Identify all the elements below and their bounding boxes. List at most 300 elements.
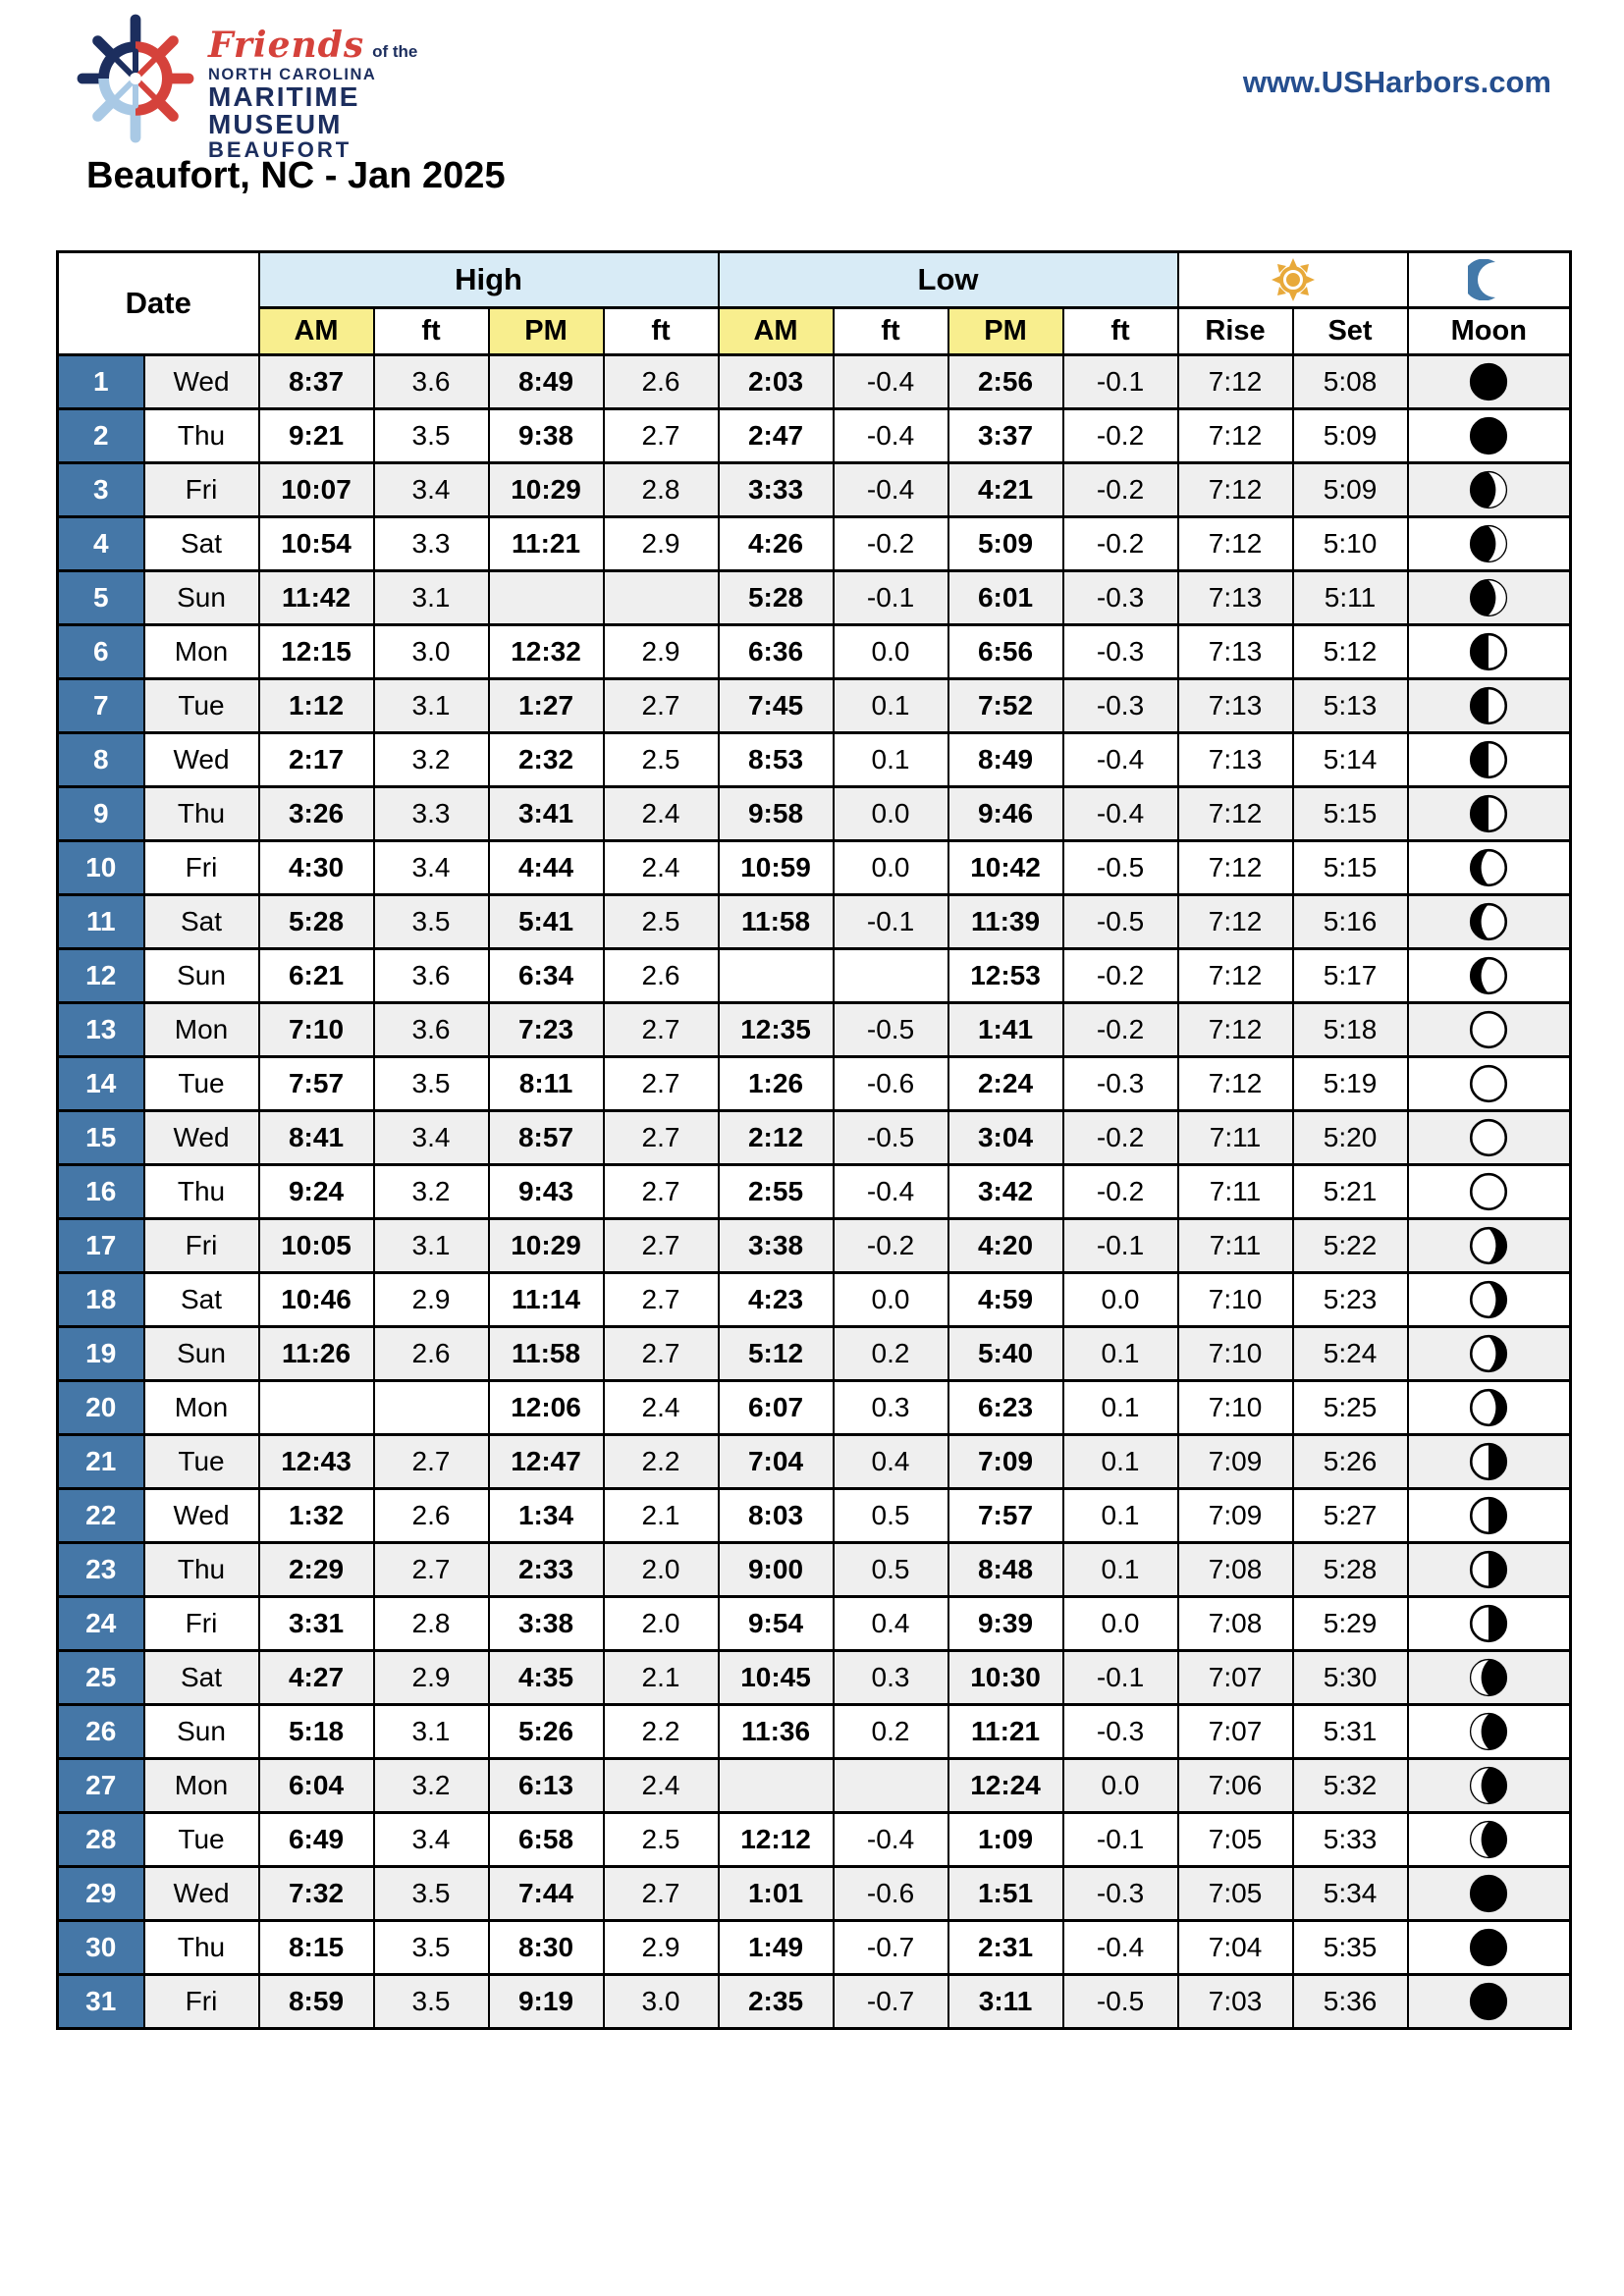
table-row-28	[58, 1813, 1571, 1867]
high-pm-ft-header: ft	[604, 308, 719, 355]
table-row-24	[58, 1597, 1571, 1651]
moon-phase-icon	[1466, 1115, 1511, 1160]
sunset-time-cell: 5:18	[1293, 1003, 1408, 1057]
high-pm-height-cell: 2.7	[604, 1165, 719, 1219]
table-row-25	[58, 1651, 1571, 1705]
weekday-cell: Thu	[144, 409, 259, 463]
sunset-time-cell: 5:09	[1293, 409, 1408, 463]
high-am-height-cell	[374, 1381, 489, 1435]
low-am-time-cell: 8:03	[719, 1489, 834, 1543]
high-am-time-cell: 6:49	[259, 1813, 374, 1867]
high-am-height-cell: 3.2	[374, 733, 489, 787]
moon-phase-icon	[1466, 1547, 1511, 1592]
sunset-time-cell: 5:25	[1293, 1381, 1408, 1435]
sunset-time-cell: 5:19	[1293, 1057, 1408, 1111]
date-number-cell: 26	[58, 1705, 144, 1759]
moon-phase-icon	[1466, 1817, 1511, 1862]
low-pm-time-cell: 12:53	[948, 949, 1063, 1003]
sunrise-time-cell: 7:12	[1178, 895, 1293, 949]
table-row-11	[58, 895, 1571, 949]
high-pm-time-cell: 5:41	[489, 895, 604, 949]
weekday-cell: Fri	[144, 841, 259, 895]
low-am-height-cell: -0.2	[834, 1219, 948, 1273]
table-row-23	[58, 1543, 1571, 1597]
high-am-header: AM	[259, 308, 374, 355]
table-row-2	[58, 409, 1571, 463]
table-row-13	[58, 1003, 1571, 1057]
moon-phase-icon	[1466, 1763, 1511, 1808]
sunset-time-cell: 5:36	[1293, 1975, 1408, 2029]
moon-phase-icon	[1466, 1709, 1511, 1754]
moon-phase-icon	[1466, 683, 1511, 728]
high-pm-height-cell: 2.5	[604, 733, 719, 787]
low-am-height-cell: 0.2	[834, 1327, 948, 1381]
sunset-time-cell: 5:15	[1293, 841, 1408, 895]
sunset-time-cell: 5:21	[1293, 1165, 1408, 1219]
table-row-15	[58, 1111, 1571, 1165]
date-number-cell: 24	[58, 1597, 144, 1651]
high-am-height-cell: 3.6	[374, 1003, 489, 1057]
sunset-time-cell: 5:31	[1293, 1705, 1408, 1759]
moon-phase-cell	[1408, 625, 1571, 679]
low-pm-height-cell: -0.3	[1063, 571, 1178, 625]
table-row-6	[58, 625, 1571, 679]
high-am-time-cell: 8:15	[259, 1921, 374, 1975]
moon-phase-cell	[1408, 1057, 1571, 1111]
high-pm-height-cell: 2.7	[604, 1057, 719, 1111]
low-am-time-cell: 3:38	[719, 1219, 834, 1273]
moon-phase-cell	[1408, 1975, 1571, 2029]
high-am-height-cell: 3.3	[374, 787, 489, 841]
weekday-cell: Tue	[144, 1435, 259, 1489]
moon-phase-icon	[1466, 1601, 1511, 1646]
low-am-time-cell: 4:26	[719, 517, 834, 571]
weekday-cell: Wed	[144, 1111, 259, 1165]
sunset-time-cell: 5:26	[1293, 1435, 1408, 1489]
logo-maritime-text: MARITIME	[208, 80, 360, 112]
sun-header-cell	[1178, 252, 1408, 308]
low-pm-header: PM	[948, 308, 1063, 355]
moon-phase-icon	[1466, 1493, 1511, 1538]
high-am-time-cell: 11:26	[259, 1327, 374, 1381]
sunset-time-cell: 5:16	[1293, 895, 1408, 949]
high-tide-group-header: High	[259, 252, 719, 308]
low-pm-height-cell: -0.2	[1063, 1003, 1178, 1057]
date-number-cell: 30	[58, 1921, 144, 1975]
moon-phase-cell	[1408, 1543, 1571, 1597]
low-pm-time-cell: 2:31	[948, 1921, 1063, 1975]
low-pm-height-cell: -0.5	[1063, 841, 1178, 895]
sunrise-time-cell: 7:13	[1178, 733, 1293, 787]
moon-phase-cell	[1408, 1813, 1571, 1867]
low-am-height-cell: -0.4	[834, 409, 948, 463]
usharbors-link[interactable]: www.USHarbors.com	[1242, 65, 1551, 99]
sunrise-time-cell: 7:12	[1178, 1003, 1293, 1057]
low-am-time-cell: 6:36	[719, 625, 834, 679]
moon-phase-icon	[1466, 1169, 1511, 1214]
date-number-cell: 23	[58, 1543, 144, 1597]
low-am-time-cell: 9:54	[719, 1597, 834, 1651]
low-am-time-cell: 3:33	[719, 463, 834, 517]
sunrise-time-cell: 7:09	[1178, 1435, 1293, 1489]
moon-phase-cell	[1408, 841, 1571, 895]
sunrise-time-cell: 7:10	[1178, 1381, 1293, 1435]
moon-phase-icon	[1466, 737, 1511, 782]
low-am-time-cell: 2:35	[719, 1975, 834, 2029]
table-row-30	[58, 1921, 1571, 1975]
moon-phase-cell	[1408, 949, 1571, 1003]
low-am-time-cell	[719, 1759, 834, 1813]
sunrise-time-cell: 7:05	[1178, 1867, 1293, 1921]
sunrise-time-cell: 7:12	[1178, 841, 1293, 895]
weekday-cell: Sat	[144, 1651, 259, 1705]
high-am-time-cell: 4:27	[259, 1651, 374, 1705]
sunrise-time-cell: 7:12	[1178, 355, 1293, 409]
sunset-time-cell: 5:27	[1293, 1489, 1408, 1543]
high-am-time-cell: 9:21	[259, 409, 374, 463]
low-pm-time-cell: 7:09	[948, 1435, 1063, 1489]
low-pm-height-cell: -0.2	[1063, 949, 1178, 1003]
low-am-height-cell: -0.6	[834, 1057, 948, 1111]
moon-phase-icon	[1466, 1979, 1511, 2024]
low-am-height-cell: 0.1	[834, 679, 948, 733]
weekday-cell: Sat	[144, 517, 259, 571]
moon-phase-cell	[1408, 733, 1571, 787]
low-pm-height-cell: -0.1	[1063, 1219, 1178, 1273]
low-pm-time-cell: 4:20	[948, 1219, 1063, 1273]
high-pm-time-cell: 9:43	[489, 1165, 604, 1219]
low-pm-height-cell: -0.1	[1063, 355, 1178, 409]
low-am-time-cell: 2:47	[719, 409, 834, 463]
high-am-time-cell: 9:24	[259, 1165, 374, 1219]
weekday-cell: Sun	[144, 1327, 259, 1381]
date-number-cell: 19	[58, 1327, 144, 1381]
low-pm-height-cell: -0.3	[1063, 1057, 1178, 1111]
low-am-height-cell: 0.5	[834, 1543, 948, 1597]
high-pm-time-cell: 9:38	[489, 409, 604, 463]
low-pm-time-cell: 1:09	[948, 1813, 1063, 1867]
high-pm-height-cell: 2.7	[604, 1003, 719, 1057]
high-am-height-cell: 3.1	[374, 1705, 489, 1759]
high-am-time-cell: 7:32	[259, 1867, 374, 1921]
moon-phase-cell	[1408, 895, 1571, 949]
date-number-cell: 6	[58, 625, 144, 679]
low-am-height-cell: -0.2	[834, 517, 948, 571]
low-am-time-cell: 7:04	[719, 1435, 834, 1489]
ship-wheel-icon	[77, 14, 194, 143]
high-am-time-cell: 1:12	[259, 679, 374, 733]
high-pm-height-cell: 2.8	[604, 463, 719, 517]
low-pm-height-cell: -0.4	[1063, 1921, 1178, 1975]
high-pm-time-cell: 8:57	[489, 1111, 604, 1165]
low-pm-height-cell: -0.3	[1063, 679, 1178, 733]
low-pm-time-cell: 2:56	[948, 355, 1063, 409]
low-pm-height-cell: -0.1	[1063, 1813, 1178, 1867]
high-pm-time-cell: 6:13	[489, 1759, 604, 1813]
page-title: Beaufort, NC - Jan 2025	[86, 155, 506, 196]
logo-friends-text: Friends	[208, 25, 365, 66]
high-am-height-cell: 3.5	[374, 1975, 489, 2029]
high-pm-time-cell: 1:27	[489, 679, 604, 733]
low-am-height-cell: 0.4	[834, 1435, 948, 1489]
high-pm-time-cell: 12:32	[489, 625, 604, 679]
sunrise-time-cell: 7:13	[1178, 625, 1293, 679]
low-pm-height-cell: -0.2	[1063, 1165, 1178, 1219]
sunset-time-cell: 5:11	[1293, 571, 1408, 625]
moon-phase-icon	[1466, 791, 1511, 836]
high-am-time-cell: 8:59	[259, 1975, 374, 2029]
date-number-cell: 20	[58, 1381, 144, 1435]
weekday-cell: Thu	[144, 1543, 259, 1597]
weekday-cell: Wed	[144, 1867, 259, 1921]
sunset-header: Set	[1293, 308, 1408, 355]
high-am-height-cell: 3.5	[374, 895, 489, 949]
low-pm-time-cell: 9:46	[948, 787, 1063, 841]
sunrise-header: Rise	[1178, 308, 1293, 355]
high-pm-height-cell: 2.5	[604, 895, 719, 949]
sunset-time-cell: 5:13	[1293, 679, 1408, 733]
moon-phase-icon	[1466, 1439, 1511, 1484]
high-am-time-cell: 2:17	[259, 733, 374, 787]
low-am-height-cell	[834, 949, 948, 1003]
high-pm-time-cell: 4:35	[489, 1651, 604, 1705]
sunrise-time-cell: 7:12	[1178, 949, 1293, 1003]
low-pm-time-cell: 7:57	[948, 1489, 1063, 1543]
low-pm-height-cell: 0.0	[1063, 1597, 1178, 1651]
high-am-height-cell: 2.6	[374, 1489, 489, 1543]
high-pm-time-cell: 3:41	[489, 787, 604, 841]
table-row-14	[58, 1057, 1571, 1111]
high-am-height-cell: 2.7	[374, 1543, 489, 1597]
low-pm-ft-header: ft	[1063, 308, 1178, 355]
weekday-cell: Tue	[144, 1813, 259, 1867]
low-pm-time-cell: 4:21	[948, 463, 1063, 517]
high-pm-time-cell: 1:34	[489, 1489, 604, 1543]
weekday-cell: Thu	[144, 1165, 259, 1219]
sunrise-time-cell: 7:05	[1178, 1813, 1293, 1867]
low-am-time-cell: 7:45	[719, 679, 834, 733]
low-tide-group-header: Low	[719, 252, 1178, 308]
high-pm-height-cell: 3.0	[604, 1975, 719, 2029]
table-row-19	[58, 1327, 1571, 1381]
low-am-time-cell: 4:23	[719, 1273, 834, 1327]
moon-phase-cell	[1408, 679, 1571, 733]
table-row-17	[58, 1219, 1571, 1273]
high-am-height-cell: 3.3	[374, 517, 489, 571]
high-pm-time-cell: 11:58	[489, 1327, 604, 1381]
low-am-height-cell: -0.7	[834, 1921, 948, 1975]
date-number-cell: 1	[58, 355, 144, 409]
table-row-18	[58, 1273, 1571, 1327]
sunset-time-cell: 5:24	[1293, 1327, 1408, 1381]
low-am-height-cell: -0.4	[834, 1813, 948, 1867]
table-row-20	[58, 1381, 1571, 1435]
moon-phase-cell	[1408, 517, 1571, 571]
low-am-time-cell: 1:26	[719, 1057, 834, 1111]
tide-table	[56, 250, 1572, 2030]
sunset-time-cell: 5:30	[1293, 1651, 1408, 1705]
high-pm-height-cell: 2.7	[604, 1327, 719, 1381]
high-pm-height-cell: 2.2	[604, 1435, 719, 1489]
low-am-time-cell: 2:55	[719, 1165, 834, 1219]
high-pm-time-cell: 8:30	[489, 1921, 604, 1975]
date-number-cell: 14	[58, 1057, 144, 1111]
moon-phase-icon	[1466, 953, 1511, 998]
moon-phase-cell	[1408, 1219, 1571, 1273]
sunset-time-cell: 5:28	[1293, 1543, 1408, 1597]
low-am-height-cell: -0.4	[834, 463, 948, 517]
date-number-cell: 31	[58, 1975, 144, 2029]
moon-phase-icon	[1466, 1007, 1511, 1052]
high-am-time-cell: 12:43	[259, 1435, 374, 1489]
high-am-time-cell: 5:28	[259, 895, 374, 949]
high-am-height-cell: 3.6	[374, 949, 489, 1003]
low-pm-time-cell: 4:59	[948, 1273, 1063, 1327]
low-pm-time-cell: 12:24	[948, 1759, 1063, 1813]
low-pm-height-cell: 0.1	[1063, 1543, 1178, 1597]
weekday-cell: Thu	[144, 787, 259, 841]
high-am-time-cell: 2:29	[259, 1543, 374, 1597]
table-row-22	[58, 1489, 1571, 1543]
moon-phase-cell	[1408, 1327, 1571, 1381]
high-pm-time-cell: 7:23	[489, 1003, 604, 1057]
table-row-1	[58, 355, 1571, 409]
weekday-cell: Fri	[144, 1219, 259, 1273]
moon-phase-icon	[1466, 1061, 1511, 1106]
logo-museum-text: MUSEUM	[208, 109, 343, 140]
low-pm-height-cell: 0.0	[1063, 1273, 1178, 1327]
moon-phase-icon	[1466, 1331, 1511, 1376]
low-pm-time-cell: 9:39	[948, 1597, 1063, 1651]
moon-phase-icon	[1466, 575, 1511, 620]
high-pm-height-cell: 2.0	[604, 1597, 719, 1651]
sunrise-time-cell: 7:04	[1178, 1921, 1293, 1975]
high-am-height-cell: 2.8	[374, 1597, 489, 1651]
high-pm-height-cell: 2.7	[604, 409, 719, 463]
date-number-cell: 8	[58, 733, 144, 787]
date-number-cell: 15	[58, 1111, 144, 1165]
high-pm-time-cell: 10:29	[489, 1219, 604, 1273]
high-am-height-cell: 3.4	[374, 1813, 489, 1867]
high-pm-height-cell: 2.7	[604, 1219, 719, 1273]
moon-phase-cell	[1408, 409, 1571, 463]
high-am-time-cell: 4:30	[259, 841, 374, 895]
table-row-31	[58, 1975, 1571, 2029]
table-row-26	[58, 1705, 1571, 1759]
high-pm-time-cell: 8:49	[489, 355, 604, 409]
high-pm-time-cell: 11:14	[489, 1273, 604, 1327]
weekday-cell: Thu	[144, 1921, 259, 1975]
high-pm-height-cell: 2.6	[604, 355, 719, 409]
table-row-12	[58, 949, 1571, 1003]
high-am-time-cell: 7:57	[259, 1057, 374, 1111]
high-am-height-cell: 3.5	[374, 1921, 489, 1975]
low-pm-height-cell: -0.2	[1063, 1111, 1178, 1165]
high-pm-height-cell: 2.5	[604, 1813, 719, 1867]
high-am-height-cell: 3.4	[374, 1111, 489, 1165]
high-pm-header: PM	[489, 308, 604, 355]
high-am-time-cell	[259, 1381, 374, 1435]
low-am-height-cell: 0.3	[834, 1651, 948, 1705]
date-number-cell: 18	[58, 1273, 144, 1327]
high-pm-height-cell: 2.9	[604, 625, 719, 679]
high-am-height-cell: 3.1	[374, 571, 489, 625]
sunrise-time-cell: 7:12	[1178, 787, 1293, 841]
moon-phase-cell	[1408, 1651, 1571, 1705]
table-row-4	[58, 517, 1571, 571]
table-row-21	[58, 1435, 1571, 1489]
weekday-cell: Mon	[144, 625, 259, 679]
high-pm-height-cell: 2.9	[604, 1921, 719, 1975]
high-pm-height-cell: 2.4	[604, 841, 719, 895]
high-pm-height-cell: 2.9	[604, 517, 719, 571]
sunset-time-cell: 5:29	[1293, 1597, 1408, 1651]
low-am-time-cell	[719, 949, 834, 1003]
high-am-time-cell: 10:54	[259, 517, 374, 571]
high-am-height-cell: 3.0	[374, 625, 489, 679]
sunrise-time-cell: 7:07	[1178, 1651, 1293, 1705]
sunrise-time-cell: 7:11	[1178, 1219, 1293, 1273]
date-number-cell: 28	[58, 1813, 144, 1867]
low-pm-time-cell: 10:42	[948, 841, 1063, 895]
moon-phase-cell	[1408, 1867, 1571, 1921]
high-pm-time-cell: 12:47	[489, 1435, 604, 1489]
date-number-cell: 7	[58, 679, 144, 733]
low-pm-height-cell: -0.4	[1063, 733, 1178, 787]
sunrise-time-cell: 7:10	[1178, 1327, 1293, 1381]
sunrise-time-cell: 7:11	[1178, 1111, 1293, 1165]
table-row-7	[58, 679, 1571, 733]
maritime-museum-logo	[77, 14, 417, 161]
date-number-cell: 11	[58, 895, 144, 949]
date-number-cell: 4	[58, 517, 144, 571]
low-pm-time-cell: 1:41	[948, 1003, 1063, 1057]
sunset-time-cell: 5:33	[1293, 1813, 1408, 1867]
moon-phase-cell	[1408, 1489, 1571, 1543]
low-pm-time-cell: 3:42	[948, 1165, 1063, 1219]
low-am-height-cell: 0.0	[834, 625, 948, 679]
moon-phase-cell	[1408, 1435, 1571, 1489]
low-am-time-cell: 9:00	[719, 1543, 834, 1597]
high-am-height-cell: 3.1	[374, 1219, 489, 1273]
high-pm-height-cell: 2.2	[604, 1705, 719, 1759]
low-pm-time-cell: 8:48	[948, 1543, 1063, 1597]
date-number-cell: 10	[58, 841, 144, 895]
high-pm-height-cell: 2.7	[604, 1867, 719, 1921]
low-am-ft-header: ft	[834, 308, 948, 355]
high-pm-time-cell: 4:44	[489, 841, 604, 895]
high-am-height-cell: 3.5	[374, 409, 489, 463]
high-pm-height-cell: 2.0	[604, 1543, 719, 1597]
sunset-time-cell: 5:08	[1293, 355, 1408, 409]
sunset-time-cell: 5:35	[1293, 1921, 1408, 1975]
high-pm-time-cell: 10:29	[489, 463, 604, 517]
high-pm-time-cell: 11:21	[489, 517, 604, 571]
low-am-time-cell: 6:07	[719, 1381, 834, 1435]
low-am-time-cell: 10:59	[719, 841, 834, 895]
moon-phase-cell	[1408, 1381, 1571, 1435]
low-am-height-cell: 0.4	[834, 1597, 948, 1651]
high-am-time-cell: 10:46	[259, 1273, 374, 1327]
low-pm-height-cell: -0.3	[1063, 1867, 1178, 1921]
logo-north-carolina-text: NORTH CAROLINA	[208, 65, 377, 83]
date-number-cell: 25	[58, 1651, 144, 1705]
high-pm-time-cell: 12:06	[489, 1381, 604, 1435]
weekday-cell: Mon	[144, 1759, 259, 1813]
low-am-time-cell: 2:12	[719, 1111, 834, 1165]
low-pm-height-cell: -0.5	[1063, 1975, 1178, 2029]
high-am-height-cell: 2.6	[374, 1327, 489, 1381]
